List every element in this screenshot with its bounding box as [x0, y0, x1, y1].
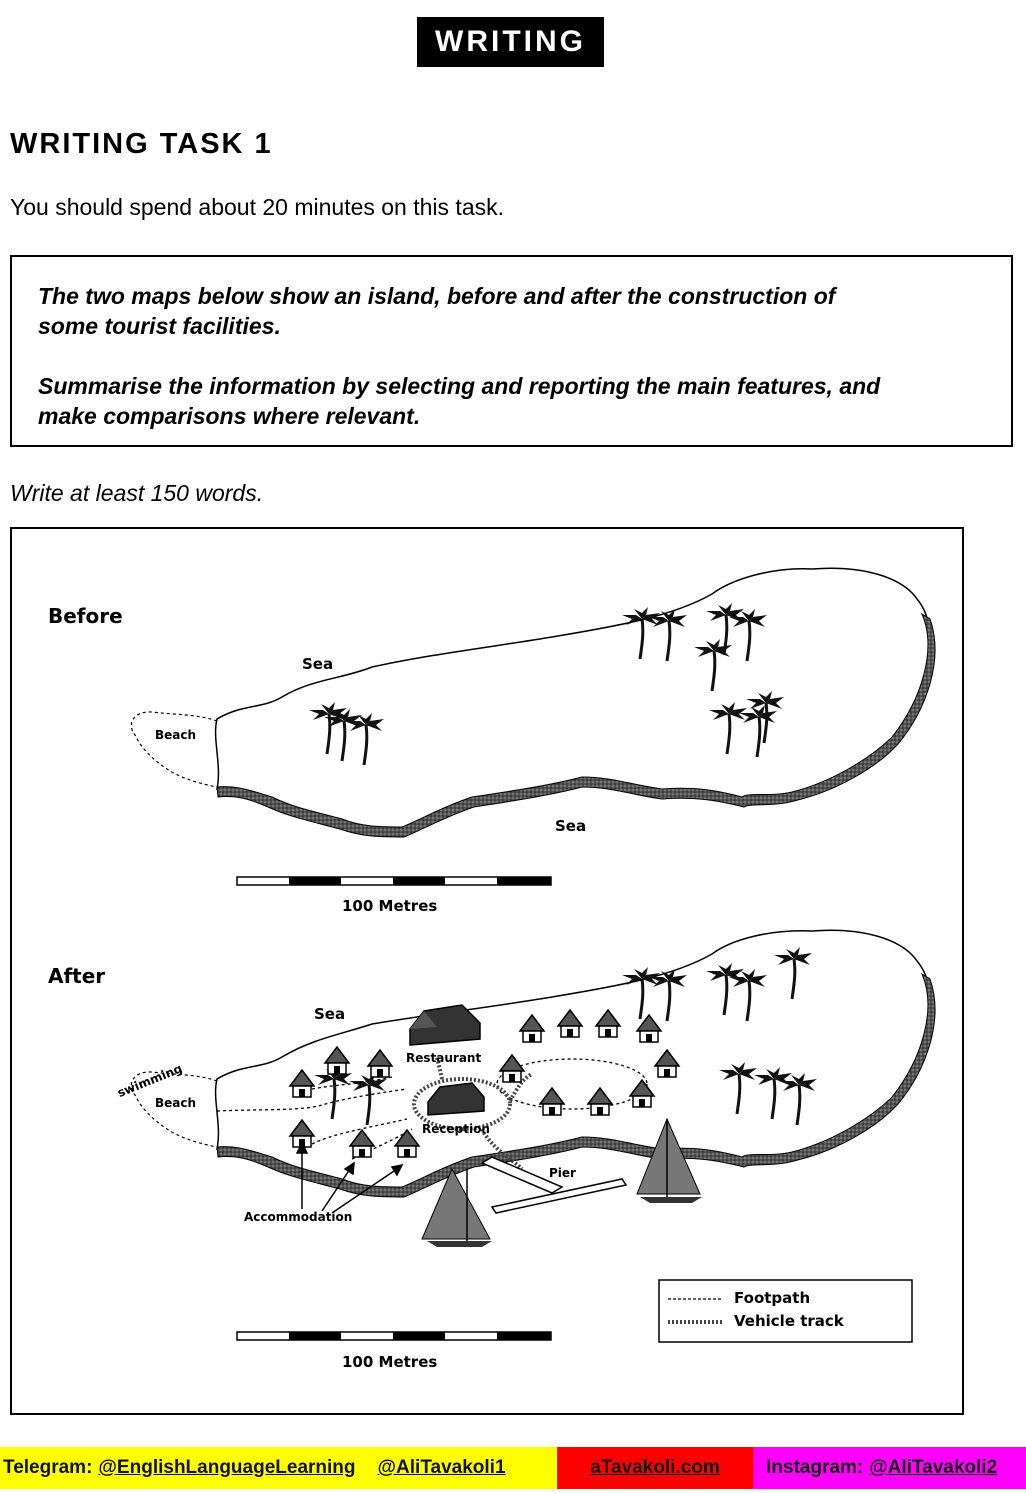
- instagram-link[interactable]: @AliTavakoli2: [869, 1457, 998, 1478]
- task-title: WRITING TASK 1: [10, 128, 273, 160]
- footer-instagram: [753, 1447, 1026, 1489]
- prompt-line: make comparisons where relevant.: [38, 403, 421, 429]
- after-title: After: [48, 964, 106, 988]
- accommodation-label: Accommodation: [244, 1210, 353, 1224]
- footer-telegram: [0, 1447, 557, 1489]
- before-sea-north: Sea: [302, 655, 334, 673]
- before-scale-label: 100 Metres: [342, 897, 438, 915]
- after-map: [48, 930, 935, 1371]
- time-instruction: You should spend about 20 minutes on this task.: [10, 194, 504, 220]
- footer-website: [557, 1447, 753, 1489]
- word-count-instruction: Write at least 150 words.: [10, 480, 264, 506]
- prompt-line: The two maps below show an island, before and after the construction of: [38, 283, 836, 309]
- reception-label: Reception: [422, 1122, 490, 1136]
- before-scale-bar: [237, 877, 551, 885]
- before-beach-label: Beach: [155, 728, 197, 742]
- pier-label: Pier: [549, 1166, 576, 1180]
- website-link[interactable]: aTavakoli.com: [590, 1457, 720, 1478]
- prompt-box: [10, 255, 1013, 447]
- prompt-line: some tourist facilities.: [38, 313, 281, 339]
- telegram-label: Telegram:: [3, 1457, 93, 1478]
- legend-vehicle-track-label: Vehicle track: [734, 1312, 844, 1330]
- before-sea-south: Sea: [555, 817, 587, 835]
- instagram-label: Instagram:: [766, 1457, 864, 1478]
- telegram-user-link[interactable]: @AliTavakoli1: [377, 1457, 506, 1478]
- after-beach-label: Beach: [155, 1096, 197, 1110]
- after-sea-label: Sea: [314, 1005, 346, 1023]
- restaurant-label: Restaurant: [406, 1051, 482, 1065]
- maps-figure: [10, 527, 964, 1415]
- telegram-channel-link[interactable]: @EnglishLanguageLearning: [98, 1457, 356, 1478]
- swimming-label: swimming: [115, 1061, 185, 1101]
- prompt-line: Summarise the information by selecting and reporting the main features, and: [38, 373, 881, 399]
- before-beach-outline: [131, 712, 217, 787]
- footer-banner: [0, 1447, 1026, 1489]
- after-scale-bar: [237, 1332, 551, 1340]
- after-scale-label: 100 Metres: [342, 1353, 438, 1371]
- section-badge: WRITING: [417, 17, 604, 67]
- before-map: [48, 568, 935, 915]
- map-legend: [659, 1280, 912, 1342]
- legend-footpath-label: Footpath: [734, 1289, 811, 1307]
- before-title: Before: [48, 604, 123, 628]
- maps-svg: [12, 529, 962, 1413]
